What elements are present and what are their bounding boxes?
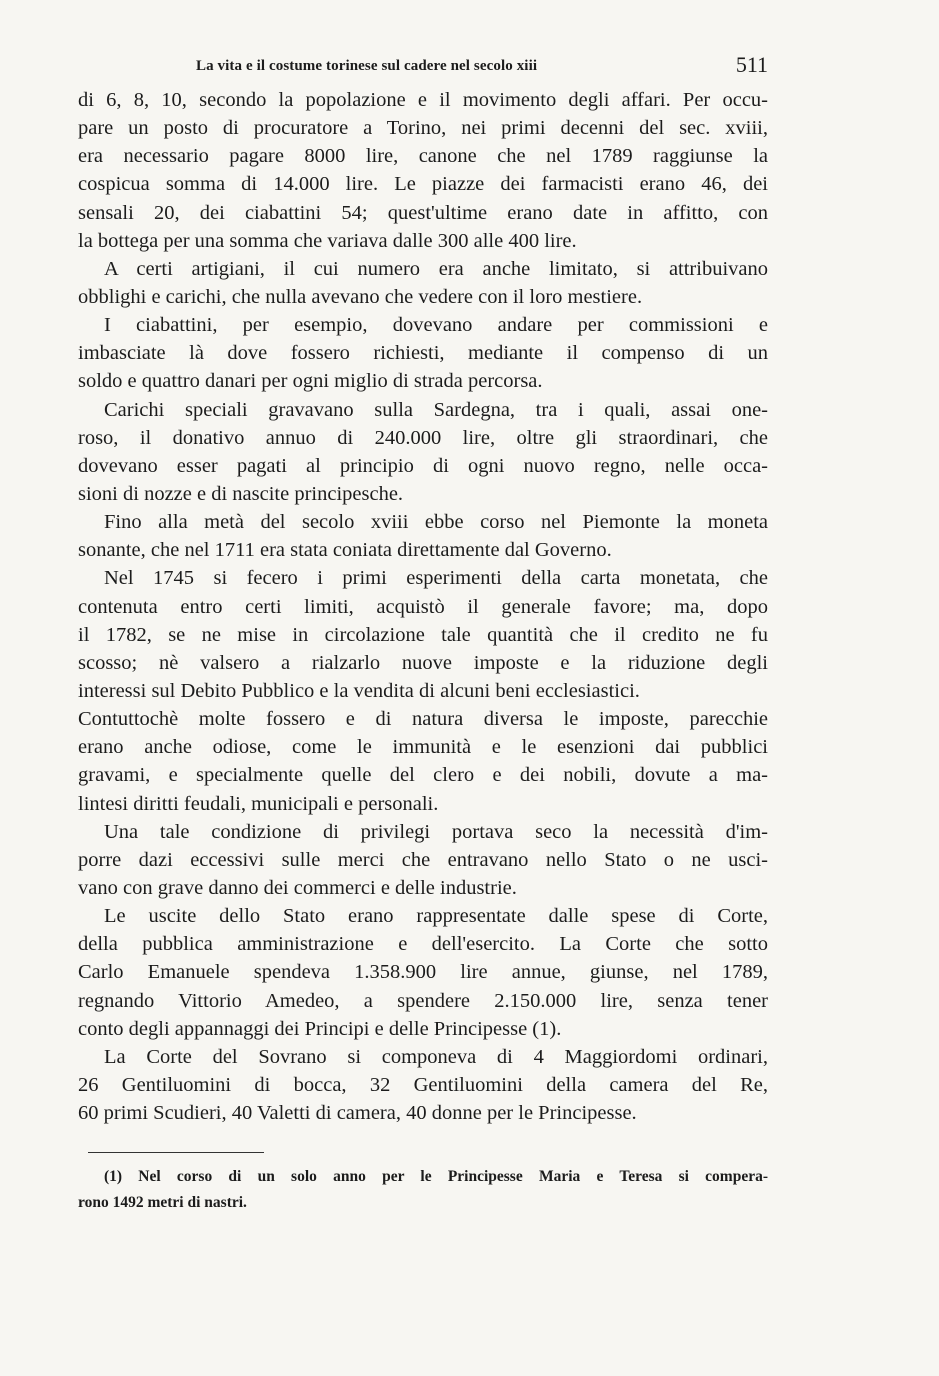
text-line: scosso; nè valsero a rialzarlo nuove imposte e la riduzione degli [78,651,768,674]
text-line: Carichi speciali gravavano sulla Sardegna, tra i quali, assai one- [104,398,768,421]
text-line: sensali 20, dei ciabattini 54; quest'ultime erano date in affitto, con [78,201,768,224]
text-line: era necessario pagare 8000 lire, canone che nel 1789 raggiunse la [78,145,768,168]
text-line: pare un posto di procuratore a Torino, nei primi decenni del sec. xviii, [78,117,768,140]
text-line: Carlo Emanuele spendeva 1.358.900 lire annue, giunse, nel 1789, [78,961,768,984]
page-number: 511 [735,52,768,77]
text-line: regnando Vittorio Amedeo, a spendere 2.150.000 lire, senza tener [78,989,768,1012]
footnote-line: (1) Nel corso di un solo anno per le Principesse Maria e Teresa si compera- [104,1168,768,1185]
text-line: vano con grave danno dei commerci e delle industrie. [78,876,517,899]
text-line: sonante, che nel 1711 era stata coniata direttamente dal Governo. [78,539,612,562]
text-line: porre dazi eccessivi sulle merci che entravano nello Stato o ne usci- [78,848,768,871]
running-title: La vita e il costume torinese sul cadere nel secolo xiii [196,58,538,74]
footnote-divider [88,1152,264,1153]
text-line: il 1782, se ne mise in circolazione tale quantità che il credito ne fu [78,623,768,646]
text-line: Nel 1745 si fecero i primi esperimenti della carta monetata, che [104,567,768,590]
text-line: lintesi diritti feudali, municipali e personali. [78,792,439,815]
text-line: gravami, e specialmente quelle del clero e dei nobili, dovute a ma- [78,764,768,787]
text-line: contenuta entro certi limiti, acquistò il generale favore; ma, dopo [78,595,768,618]
text-line: obblighi e carichi, che nulla avevano che vedere con il loro mestiere. [78,285,643,308]
text-line: roso, il donativo annuo di 240.000 lire, oltre gli straordinari, che [78,426,768,449]
text-line: dovevano esser pagati al principio di ogni nuovo regno, nelle occa- [78,454,768,477]
text-line: imbasciate là dove fossero richiesti, mediante il compenso di un [78,342,768,365]
text-line: Una tale condizione di privilegi portava seco la necessità d'im- [104,820,768,843]
text-line: I ciabattini, per esempio, dovevano andare per commissioni e [104,314,768,337]
text-line: la bottega per una somma che variava dalle 300 alle 400 lire. [78,229,577,252]
running-head [78,52,768,82]
text-line: della pubblica amministrazione e dell'esercito. La Corte che sotto [78,933,768,956]
text-line: 60 primi Scudieri, 40 Valetti di camera, 40 donne per le Principesse. [78,1102,637,1125]
text-line: Le uscite dello Stato erano rappresentate dalle spese di Corte, [104,905,768,928]
text-line: sioni di nozze e di nascite principesche. [78,482,404,505]
text-line: La Corte del Sovrano si componeva di 4 Maggiordomi ordinari, [104,1045,768,1068]
text-line: soldo e quattro danari per ogni miglio di strada percorsa. [78,370,543,393]
text-line: di 6, 8, 10, secondo la popolazione e il movimento degli affari. Per occu- [78,89,768,111]
text-line: 26 Gentiluomini di bocca, 32 Gentiluomini della camera del Re, [78,1073,768,1096]
text-line: cospicua somma di 14.000 lire. Le piazze dei farmacisti erano 46, dei [78,173,768,196]
text-line: A certi artigiani, il cui numero era anche limitato, si attribuivano [104,257,768,280]
body-text [78,86,768,1127]
text-line: conto degli appannaggi dei Principi e delle Principesse (1). [78,1017,562,1040]
footnotes [78,1164,768,1216]
text-line: interessi sul Debito Pubblico e la vendita di alcuni beni ecclesiastici. [78,679,640,702]
text-line: Fino alla metà del secolo xviii ebbe corso nel Piemonte la moneta [104,511,768,534]
footnote-line: rono 1492 metri di nastri. [78,1194,247,1211]
text-line: Contuttochè molte fossero e di natura diversa le imposte, parecchie [78,708,768,731]
text-line: erano anche odiose, come le immunità e le esenzioni dai pubblici [78,736,768,759]
